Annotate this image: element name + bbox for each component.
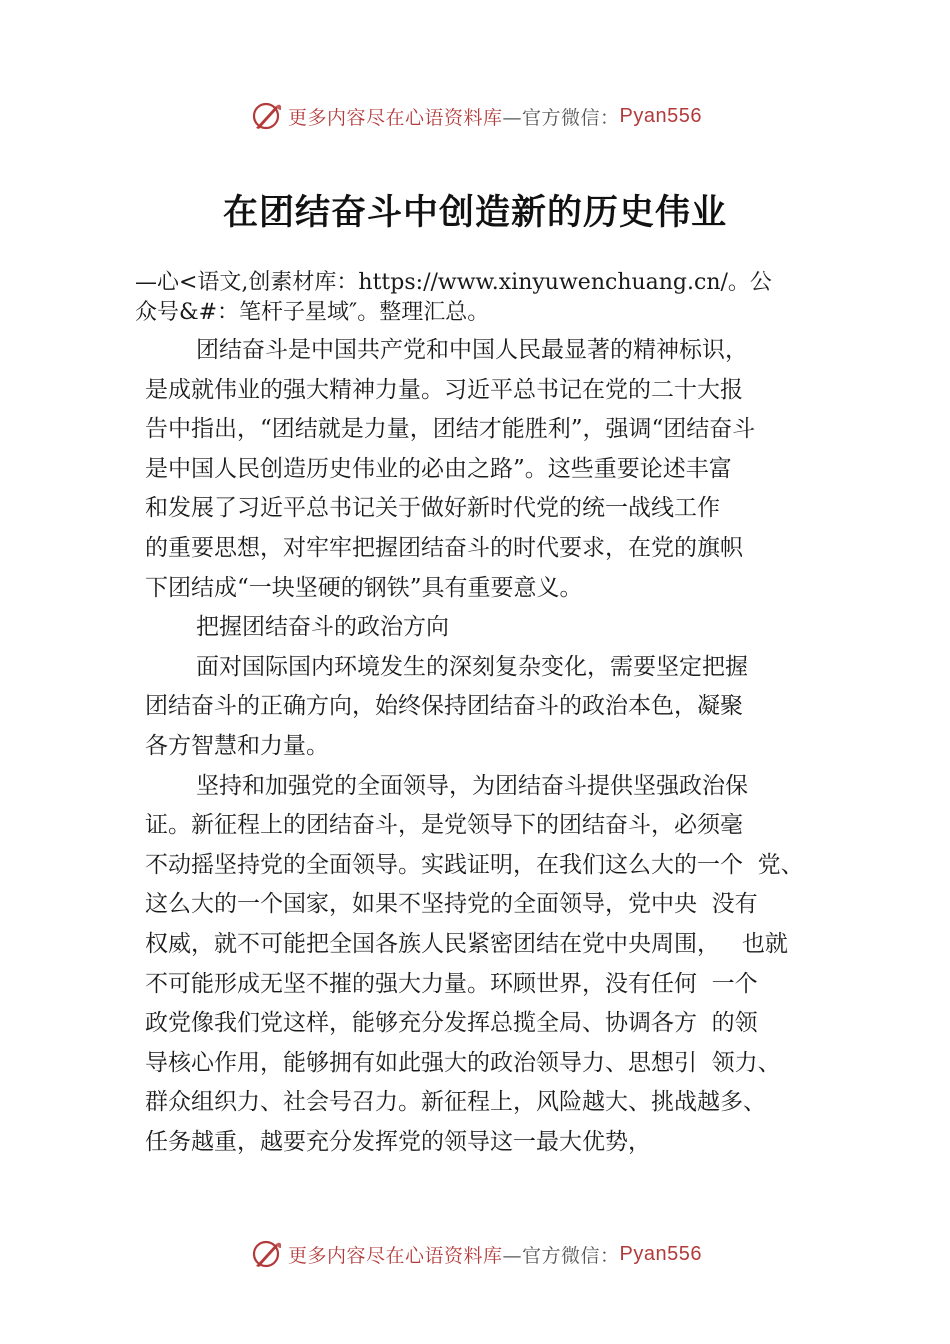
banner-separator: —官方微信： <box>502 106 620 129</box>
footer-banner <box>0 1234 950 1274</box>
source-line: 众号&#：笔杆子星域″。整理汇总。 <box>135 300 490 325</box>
header-banner <box>0 96 950 136</box>
document-title: 在团结奋斗中创造新的历史伟业 <box>222 192 727 233</box>
source-attribution <box>135 268 835 328</box>
paragraph-line: 告中指出，“团结就是力量，团结才能胜利”，强调“团结奋斗 <box>145 416 756 443</box>
paragraph-line: 政党像我们党这样，能够充分发挥总揽全局、协调各方 的领 <box>145 1010 758 1037</box>
paragraph-line: 的重要思想，对牢牢把握团结奋斗的时代要求，在党的旗帜 <box>145 534 743 561</box>
banner-text: 更多内容尽在心语资料库 <box>288 106 503 129</box>
document-body <box>145 331 865 1162</box>
banner-text: 更多内容尽在心语资料库 <box>288 1244 503 1267</box>
paragraph-line: 团结奋斗是中国共产党和中国人民最显著的精神标识， <box>196 337 748 363</box>
section-heading: 把握团结奋斗的政治方向 <box>196 614 449 641</box>
paragraph-line: 不动摇坚持党的全面领导。实践证明，在我们这么大的一个 党、 <box>145 851 804 878</box>
paragraph-line: 群众组织力、社会号召力。新征程上，风险越大、挑战越多、 <box>145 1089 766 1116</box>
banner-separator: —官方微信： <box>502 1244 620 1267</box>
paragraph-line: 坚持和加强党的全面领导，为团结奋斗提供坚强政治保 <box>196 772 748 799</box>
paragraph-line: 这么大的一个国家，如果不坚持党的全面领导，党中央 没有 <box>145 891 758 918</box>
paragraph-line: 不可能形成无坚不摧的强大力量。环顾世界，没有任何 一个 <box>145 970 758 997</box>
paragraph-line: 权威，就不可能把全国各族人民紧密团结在党中央周围， 也就 <box>145 930 788 957</box>
paragraph-line: 是成就伟业的强大精神力量。习近平总书记在党的二十大报 <box>145 376 743 403</box>
paragraph-line: 导核心作用，能够拥有如此强大的政治领导力、思想引 领力、 <box>145 1049 781 1076</box>
source-line: —心<语文,创素材库：https://www.xinyuwenchuang.cn/。公 <box>135 270 772 295</box>
paragraph-line: 任务越重，越要充分发挥党的领导这一最大优势， <box>145 1128 651 1155</box>
paragraph-line: 下团结成“一块坚硬的钢铁”具有重要意义。 <box>145 574 583 601</box>
paragraph-line: 团结奋斗的正确方向，始终保持团结奋斗的政治本色，凝聚 <box>145 693 743 720</box>
quill-logo-icon <box>248 1236 284 1272</box>
paragraph-line: 是中国人民创造历史伟业的必由之路”。这些重要论述丰富 <box>145 455 732 482</box>
banner-wechat-id: Pyan556 <box>619 1242 702 1265</box>
quill-logo-icon <box>248 98 284 134</box>
paragraph-line: 面对国际国内环境发生的深刻复杂变化，需要坚定把握 <box>196 653 748 680</box>
paragraph-line: 证。新征程上的团结奋斗，是党领导下的团结奋斗，必须毫 <box>145 812 743 839</box>
paragraph-line: 和发展了习近平总书记关于做好新时代党的统一战线工作 <box>145 495 720 522</box>
paragraph-line: 各方智慧和力量。 <box>145 732 329 759</box>
banner-wechat-id: Pyan556 <box>619 104 702 127</box>
